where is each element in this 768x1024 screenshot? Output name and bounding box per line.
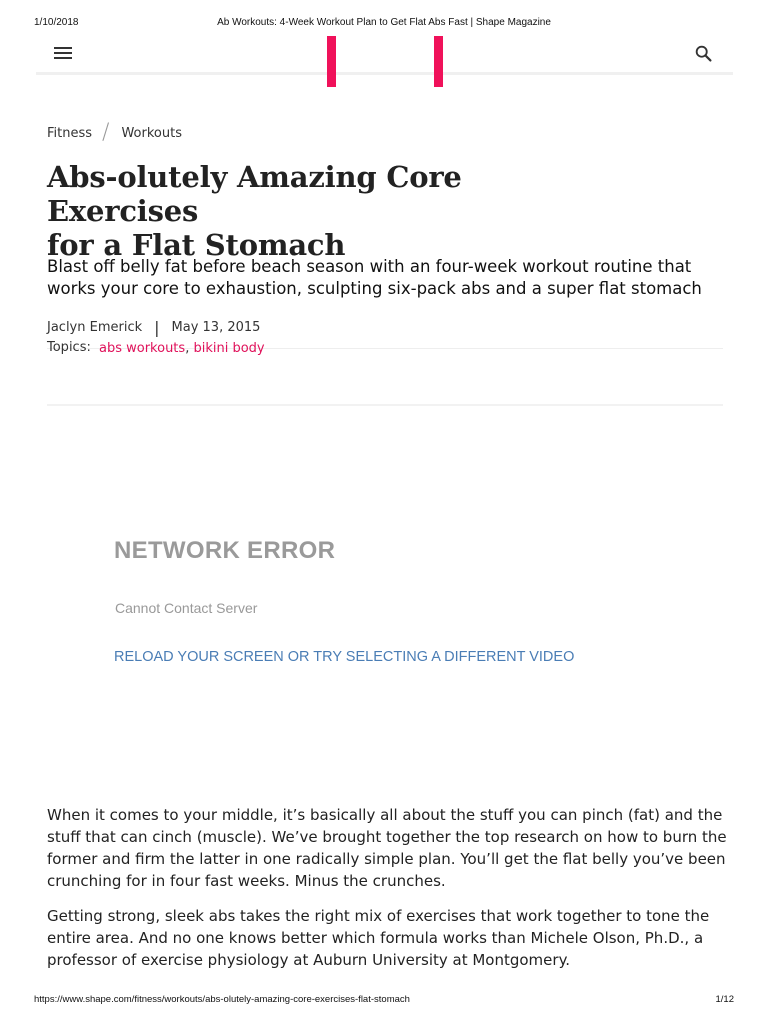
hamburger-menu-icon[interactable] [54,47,72,60]
video-reload-link[interactable]: RELOAD YOUR SCREEN OR TRY SELECTING A DIFFERENT VIDEO [114,649,575,665]
topic-link-abs-workouts[interactable]: abs workouts [99,341,186,356]
print-header [0,17,768,31]
breadcrumb-workouts[interactable]: Workouts [121,125,182,141]
topics-label: Topics: [47,340,91,355]
site-header [36,33,733,75]
topic-link-bikini-body[interactable]: bikini body [193,341,265,356]
breadcrumb-separator: / [102,120,110,145]
logo-bar-right[interactable] [434,36,443,87]
byline-separator: | [154,318,160,337]
article-title [47,160,607,262]
byline [47,318,260,337]
article-paragraph: Getting strong, sleek abs takes the right mix of exercises that work together to tone the entire area. And no one knows better which formula works than Michele Olson, Ph.D., a professor of exercise physiology at Auburn University at Montgomery. [47,907,710,969]
video-error-subtitle: Cannot Contact Server [115,600,258,616]
topic-links [99,341,265,356]
print-page-number: 1/12 [715,994,734,1005]
breadcrumb-fitness[interactable]: Fitness [47,125,93,141]
video-error-panel [114,537,575,665]
breadcrumb [47,120,182,145]
author-name[interactable]: Jaclyn Emerick [47,320,143,335]
topics [47,338,723,368]
topic-comma: , [185,341,190,356]
publish-date: May 13, 2015 [171,320,261,335]
logo-bar-left[interactable] [327,36,336,87]
print-date: 1/10/2018 [34,17,79,28]
video-error-title: NETWORK ERROR [114,537,336,564]
section-divider [47,404,723,406]
search-icon[interactable] [693,43,715,65]
print-url: https://www.shape.com/fitness/workouts/abs-olutely-amazing-core-exercises-flat-stomach [34,994,410,1005]
article-title-line1: Abs-olutely Amazing Core Exercises [47,160,462,228]
article-dek: Blast off belly fat before beach season with an four-week workout routine that works your core to exhaustion, sculpting six-pack abs and a super flat stomach [47,257,702,298]
article-title-line2: for a Flat Stomach [47,228,346,262]
print-page-title: Ab Workouts: 4-Week Workout Plan to Get Flat Abs Fast | Shape Magazine [217,17,551,28]
article-paragraph: When it comes to your middle, it’s basically all about the stuff you can pinch (fat) and the stuff that can cinch (muscle). We’ve brought together the top research on how to burn the former and firm the latter in one radically simple plan. You’ll get the flat belly you’ve been crunching for in four fast weeks. Minus the crunches. [47,806,727,890]
